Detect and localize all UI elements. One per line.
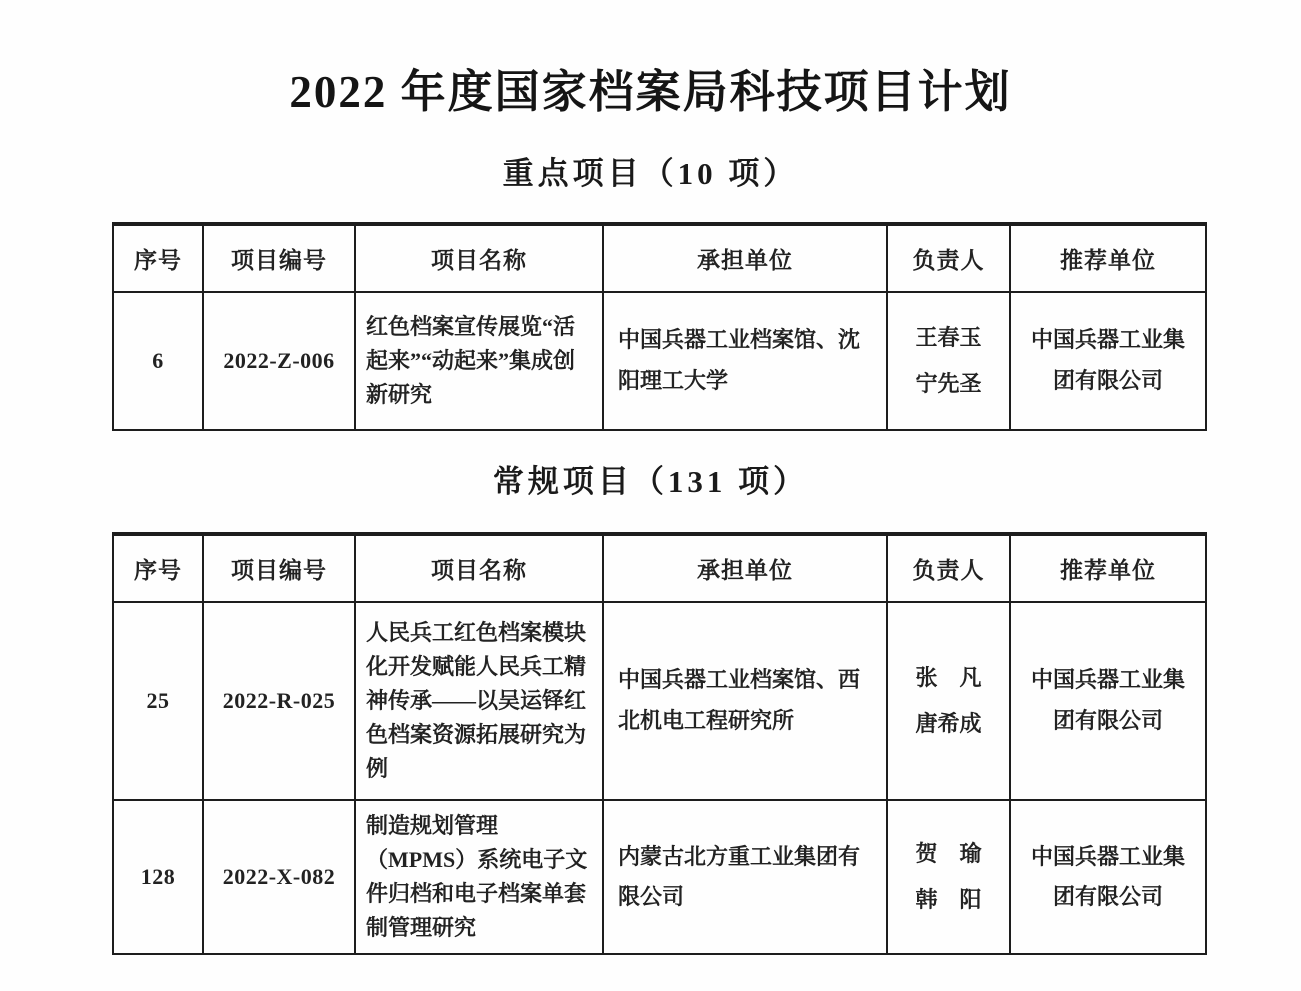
cell-person-in-charge [887,602,1010,800]
table-header-row [113,224,1206,292]
cell-project-code: 2022-R-025 [203,602,355,800]
document-title: 2022 年度国家档案局科技项目计划 [289,67,1012,117]
cell-person-in-charge [887,800,1010,954]
leader-name: 贺 瑜 [915,841,982,866]
leader-name: 王春玉 [915,324,982,350]
leader-name: 唐希成 [915,711,982,736]
column-header-recommending-unit: 推荐单位 [1010,224,1206,292]
table-row [113,602,1206,800]
cell-project-name: 制造规划管理（MPMS）系统电子文件归档和电子档案单套制管理研究 [355,800,603,954]
key-projects-table [112,222,1207,431]
cell-project-code: 2022-Z-006 [203,292,355,430]
column-header-project-name: 项目名称 [355,224,603,292]
cell-undertaking-unit: 中国兵器工业档案馆、沈阳理工大学 [603,292,887,430]
cell-index: 25 [113,602,203,800]
column-header-person-in-charge: 负责人 [887,224,1010,292]
column-header-undertaking-unit: 承担单位 [603,224,887,292]
table-header-row [113,534,1206,602]
cell-project-name: 人民兵工红色档案模块化开发赋能人民兵工精神传承——以吴运铎红色档案资源拓展研究为例 [355,602,603,800]
section-heading-key-projects: 重点项目（10 项） [502,156,799,191]
cell-project-code: 2022-X-082 [203,800,355,954]
cell-project-name: 红色档案宣传展览“活起来”“动起来”集成创新研究 [355,292,603,430]
cell-recommending-unit: 中国兵器工业集团有限公司 [1010,602,1206,800]
cell-recommending-unit: 中国兵器工业集团有限公司 [1010,800,1206,954]
cell-undertaking-unit: 中国兵器工业档案馆、西北机电工程研究所 [603,602,887,800]
column-header-index: 序号 [113,534,203,602]
regular-projects-table [112,532,1207,955]
column-header-undertaking-unit: 承担单位 [603,534,887,602]
column-header-person-in-charge: 负责人 [887,534,1010,602]
leader-name: 韩 阳 [915,887,982,913]
column-header-project-code: 项目编号 [203,224,355,292]
table-row [113,800,1206,954]
cell-person-in-charge [887,292,1010,430]
column-header-index: 序号 [113,224,203,292]
section-heading-regular-projects: 常规项目（131 项） [492,464,809,499]
leader-name: 宁先圣 [915,371,982,396]
leader-name: 张 凡 [915,664,982,690]
cell-recommending-unit: 中国兵器工业集团有限公司 [1010,292,1206,430]
cell-index: 6 [113,292,203,430]
column-header-recommending-unit: 推荐单位 [1010,534,1206,602]
column-header-project-name: 项目名称 [355,534,603,602]
cell-undertaking-unit: 内蒙古北方重工业集团有限公司 [603,800,887,954]
cell-index: 128 [113,800,203,954]
table-row [113,292,1206,430]
column-header-project-code: 项目编号 [203,534,355,602]
